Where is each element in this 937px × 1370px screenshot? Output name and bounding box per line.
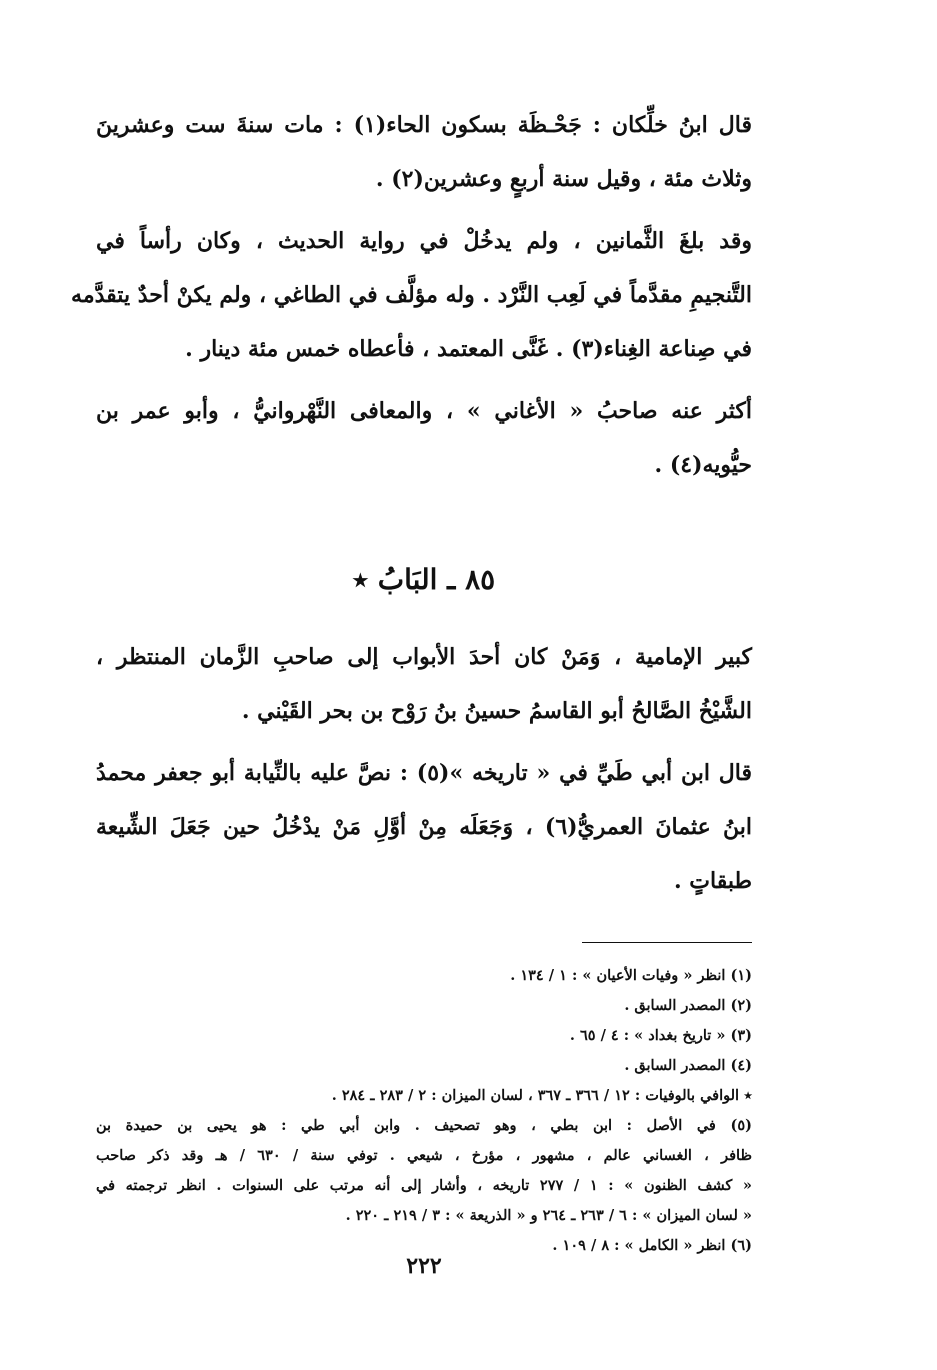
footnote-continuation: ظافر ، الغساني عالم ، مشهور ، مؤرخ ، شيعي . توفي سنة / ٦٣٠ / هـ وقد ذكر صاحب — [96, 1147, 752, 1164]
page-number: ٢٢٢ — [406, 1253, 442, 1279]
paragraph-3 — [96, 384, 752, 492]
text-line: قال ابنُ خلِّكان : جَحْـظَة بسكون الحاء(١) : مات سنةَ ست وعشرينَ — [96, 112, 752, 138]
page-content — [71, 98, 753, 1338]
footnote-continuation: « لسان الميزان » : ٦ / ٢٦٣ ـ ٢٦٤ و « الذريعة » : ٣ / ٢١٩ ـ ٢٢٠ . — [345, 1207, 752, 1224]
text-line: التَّنجيمِ مقدَّماً في لَعِب النَّرْد . وله مؤلَّف في الطاغي ، ولم يكنْ أحدٌ يتقدَّمه — [71, 282, 752, 308]
text-line: أكثر عنه صاحبُ « الأغاني » ، والمعافى النَّهْروانيُّ ، وأبو عمر بن — [96, 398, 752, 424]
text-line: طبقاتٍ . — [673, 868, 752, 894]
footnotes — [96, 961, 752, 1261]
text-line: في صِناعة الغِناء(٣) . غَنَّى المعتمد ، فأعطاه خمس مئة دينار . — [185, 336, 752, 362]
footnote: (٦) انظر « الكامل » : ٨ / ١٠٩ . — [552, 1237, 752, 1254]
footnote: (٢) المصدر السابق . — [624, 997, 752, 1014]
footnote: (١) انظر « وفيات الأعيان » : ١ / ١٣٤ . — [510, 967, 752, 984]
footnote: (٥) في الأصل : ابن بطي ، وهو تصحيف . وابن أبي طي : هو يحيى بن حميدة بن — [96, 1117, 752, 1134]
paragraph-1 — [96, 98, 752, 206]
text-line: ابنُ عثمانَ العمريُّ(٦) ، وَجَعَلَه مِنْ أوَّلِ مَنْ يدْخُلُ حين جَعَلَ الشِّيعة — [96, 814, 753, 840]
text-line: وقد بلغَ الثَّمانين ، ولم يدخُلْ في رواية الحديث ، وكان رأساً في — [96, 228, 752, 254]
section-heading: ٨٥ ـ البَابُ ٭ — [352, 563, 496, 596]
footnote: (٣) « تاريخ بغداد » : ٤ / ٦٥ . — [569, 1027, 752, 1044]
paragraph-5 — [96, 746, 752, 908]
text-line: كبير الإمامية ، وَمَنْ كان أحدَ الأبواب إلى صاحبِ الزَّمان المنتظر ، — [96, 644, 752, 670]
footnote-divider — [582, 942, 752, 943]
text-line: حيُّويه(٤) . — [654, 452, 752, 478]
footnote: (٤) المصدر السابق . — [624, 1057, 752, 1074]
text-line: الشَّيْخُ الصَّالحُ أبو القاسمُ حسينُ بنُ رَوْح بن بحر القَيْني . — [241, 698, 752, 724]
footnote-continuation: « كشف الظنون » : ١ / ٢٧٧ تاريخه ، وأشار إلى أنه مرتب على السنوات . انظر ترجمته في — [96, 1177, 752, 1194]
paragraph-4 — [96, 630, 752, 738]
footnote: ٭ الوافي بالوفيات : ١٢ / ٣٦٦ ـ ٣٦٧ ، لسان الميزان : ٢ / ٢٨٣ ـ ٢٨٤ . — [331, 1087, 752, 1104]
text-line: وثلاث مئة ، وقيل سنة أربعٍ وعشرين(٢) . — [375, 166, 752, 192]
text-line: قال ابن أبي طَيِّ في « تاريخه »(٥) : نصَّ عليه بالنِّيابة أبو جعفر محمدُ — [96, 760, 752, 786]
paragraph-2 — [71, 214, 752, 376]
